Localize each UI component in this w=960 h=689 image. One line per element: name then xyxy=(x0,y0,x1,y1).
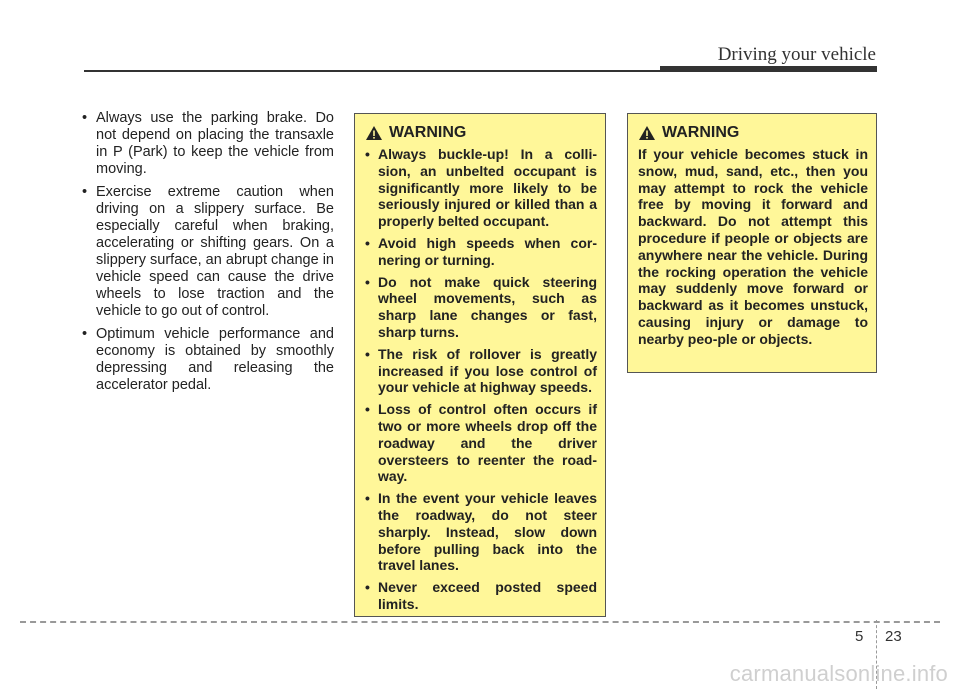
warning-box-middle xyxy=(354,113,606,617)
bullet-icon: • xyxy=(82,184,88,200)
footer-rule xyxy=(20,621,940,623)
bullet-icon: • xyxy=(365,234,370,251)
bullet-icon: • xyxy=(365,273,370,290)
list-item: • Avoid high speeds when cor-nering or turning. xyxy=(365,234,597,268)
list-item: • Loss of control often occurs if two or more wheels drop off the roadway and the driver oversteers to reenter the road-way. xyxy=(365,401,597,485)
bullet-icon: • xyxy=(365,401,370,418)
list-item: • Exercise extreme caution when driving on a slippery surface. Be especially careful when braking, accelerating or shifting gears. On a slippery surface, an abrupt change in vehicle speed can cause the drive wheels to lose traction and the vehicle to go out of control. xyxy=(82,184,334,319)
list-item: • Optimum vehicle performance and economy is obtained by smoothly depressing and releasing the accelerator pedal. xyxy=(82,326,334,393)
warning-box-right xyxy=(627,113,877,373)
list-item: • The risk of rollover is greatly increased if you lose control of your vehicle at highway speeds. xyxy=(365,345,597,396)
bullet-icon: • xyxy=(365,146,370,162)
list-item: • Always buckle-up! In a colli-sion, an unbelted occupant is significantly more likely to be seriously injured or killed than a properly belted occupant. xyxy=(365,146,597,230)
bullet-icon: • xyxy=(365,345,370,362)
warning-triangle-icon xyxy=(638,125,656,141)
bullet-icon: • xyxy=(82,110,88,126)
warning-list xyxy=(365,146,597,613)
bullet-icon: • xyxy=(82,326,88,342)
tips-list xyxy=(82,110,334,394)
section-number: 5 xyxy=(855,628,864,645)
bullet-icon: • xyxy=(365,579,370,596)
list-item: • Do not make quick steering wheel movements, such as sharp lane changes or fast, sharp turns. xyxy=(365,273,597,340)
header-rule-thin xyxy=(84,70,660,72)
list-item: • Never exceed posted speed limits. xyxy=(365,579,597,612)
warning-text: If your vehicle becomes stuck in snow, mud, sand, etc., then you may attempt to rock the vehicle free by moving it forward and backward. Do not attempt this procedure if people or objects are anywhere near the vehicle. During the rocking operation the vehicle may suddenly move forward or backward as it becomes unstuck, causing injury or damage to nearby peo-ple or objects. xyxy=(638,146,868,347)
page-number: 23 xyxy=(885,628,902,645)
watermark: carmanualsonline.info xyxy=(729,661,948,686)
bullet-icon: • xyxy=(365,490,370,507)
page-header-title: Driving your vehicle xyxy=(717,44,876,65)
list-item: • Always use the parking brake. Do not depend on placing the transaxle in P (Park) to keep the vehicle from moving. xyxy=(82,110,334,177)
list-item: • In the event your vehicle leaves the roadway, do not steer sharply. Instead, slow down before pulling back into the travel lanes. xyxy=(365,490,597,574)
left-column xyxy=(82,110,334,400)
warning-heading: WARNING xyxy=(638,124,868,142)
header-rule-thick xyxy=(660,66,877,72)
warning-heading: WARNING xyxy=(365,124,597,142)
warning-triangle-icon xyxy=(365,125,383,141)
